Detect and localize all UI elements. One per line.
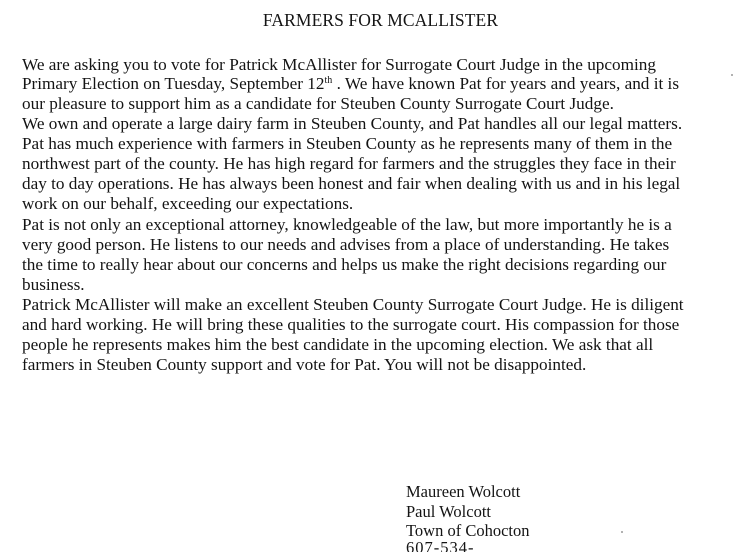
paragraph-1-line-2: Primary Election on Tuesday, September 12th . We have known Pat for years and years, and it is (22, 74, 680, 93)
paragraph-2-line-5: work on our behalf, exceeding our expectations. (22, 194, 354, 213)
paragraph-2-line-3: northwest part of the county. He has high regard for farmers and the struggles they face in their (22, 154, 676, 173)
paragraph-3-line-3: the time to really hear about our concerns and helps us make the right decisions regarding our (22, 255, 667, 274)
scan-speck (731, 74, 733, 76)
signature-phone-cutoff: 607-534- (406, 540, 475, 552)
paragraph-2-line-2: Pat has much experience with farmers in Steuben County as he represents many of them in the (22, 134, 673, 153)
paragraph-4-line-4: farmers in Steuben County support and vote for Pat. You will not be disappointed. (22, 355, 587, 374)
paragraph-3-line-4: business. (22, 275, 85, 294)
paragraph-1-line-1: We are asking you to vote for Patrick McAllister for Surrogate Court Judge in the upcoming (22, 55, 656, 74)
paragraph-2-line-4: day to day operations. He has always been honest and fair when dealing with us and in his legal (22, 174, 681, 193)
signature-name-2: Paul Wolcott (406, 502, 491, 521)
paragraph-3-line-2: very good person. He listens to our needs and advises from a place of understanding. He takes (22, 235, 670, 254)
paragraph-2-line-1: We own and operate a large dairy farm in Steuben County, and Pat handles all our legal matters. (22, 114, 683, 133)
paragraph-4-line-2: and hard working. He will bring these qualities to the surrogate court. His compassion for those (22, 315, 680, 334)
signature-name-1: Maureen Wolcott (406, 482, 521, 501)
letter-title: FARMERS FOR MCALLISTER (262, 10, 499, 30)
scan-speck (621, 531, 623, 533)
paragraph-3-line-1: Pat is not only an exceptional attorney, knowledgeable of the law, but more importantly he is a (22, 215, 672, 234)
paragraph-4-line-3: people he represents makes him the best candidate in the upcoming election. We ask that all (22, 335, 654, 354)
paragraph-1-line-3: our pleasure to support him as a candidate for Steuben County Surrogate Court Judge. (22, 94, 614, 113)
signature-town: Town of Cohocton (406, 521, 530, 540)
paragraph-4-line-1: Patrick McAllister will make an excellent Steuben County Surrogate Court Judge. He is diligent (22, 295, 684, 314)
ordinal-suffix: th (324, 75, 333, 86)
